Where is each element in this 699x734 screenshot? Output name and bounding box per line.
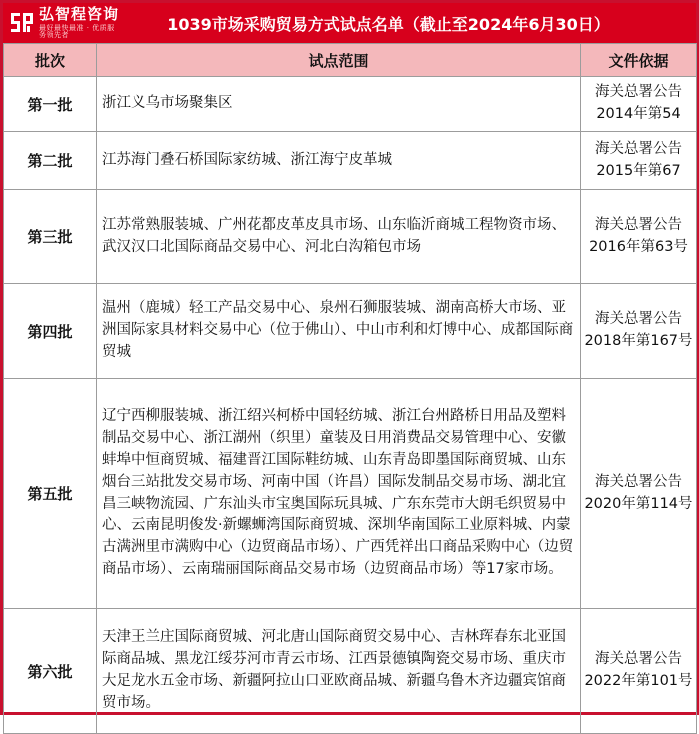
brand-logo — [3, 3, 121, 43]
batch-cell: 第四批 — [4, 284, 97, 379]
brand-text — [39, 7, 121, 39]
document-cell: 海关总署公告2016年第63号 — [581, 190, 697, 284]
table-row — [4, 190, 697, 284]
batch-cell: 第六批 — [4, 609, 97, 734]
document-cell: 海关总署公告2014年第54 — [581, 77, 697, 132]
scope-cell: 天津王兰庄国际商贸城、河北唐山国际商贸交易中心、吉林珲春东北亚国际商品城、黑龙江绥芬河市青云市场、江西景德镇陶瓷交易市场、重庆市大足龙水五金市场、新疆阿拉山口亚欧商品城、新疆乌鲁木齐边疆宾馆商贸市场。 — [97, 609, 581, 734]
scope-cell: 江苏海门叠石桥国际家纺城、浙江海宁皮革城 — [97, 132, 581, 190]
batch-cell: 第五批 — [4, 379, 97, 609]
scope-cell: 江苏常熟服装城、广州花都皮革皮具市场、山东临沂商城工程物资市场、武汉汉口北国际商品交易中心、河北白沟箱包市场 — [97, 190, 581, 284]
document-cell: 海关总署公告2020年第114号 — [581, 379, 697, 609]
column-header-document: 文件依据 — [581, 44, 697, 77]
table-row — [4, 284, 697, 379]
pilot-list-table — [3, 43, 697, 734]
brand-logo-icon — [9, 9, 35, 37]
document-cell: 海关总署公告2015年第67 — [581, 132, 697, 190]
brand-name: 弘智程咨询 — [39, 5, 120, 23]
table-row — [4, 77, 697, 132]
scope-cell: 辽宁西柳服装城、浙江绍兴柯桥中国轻纺城、浙江台州路桥日用品及塑料制品交易中心、浙江湖州（织里）童装及日用消费品交易管理中心、安徽蚌埠中恒商贸城、福建晋江国际鞋纺城、山东青岛即墨国际商贸城、山东烟台三站批发交易市场、河南中国（许昌）国际发制品交易市场、湖北宜昌三峡物流园、广东汕头市宝奥国际玩具城、广东东莞市大朗毛织贸易中心、云南昆明俊发·新螺蛳湾国际商贸城、深圳华南国际工业原料城、内蒙古满洲里市满购中心（边贸商品市场）、广西凭祥出口商品采购中心（边贸商品市场）、云南瑞丽国际商品交易市场（边贸商品市场）等17家市场。 — [97, 379, 581, 609]
table-header-row — [4, 44, 697, 77]
page-title: 1039市场采购贸易方式试点名单（截止至2024年6月30日） — [167, 14, 610, 34]
batch-cell: 第二批 — [4, 132, 97, 190]
title-bar — [3, 3, 696, 43]
column-header-scope: 试点范围 — [97, 44, 581, 77]
table-row — [4, 132, 697, 190]
document-cell: 海关总署公告2022年第101号 — [581, 609, 697, 734]
table-row — [4, 379, 697, 609]
scope-cell: 温州（鹿城）轻工产品交易中心、泉州石狮服装城、湖南高桥大市场、亚洲国际家具材料交易中心（位于佛山）、中山市利和灯博中心、成都国际商贸城 — [97, 284, 581, 379]
batch-cell: 第一批 — [4, 77, 97, 132]
brand-tagline: 最好最快最准 · 优质服务领先者 — [39, 24, 115, 39]
document-cell: 海关总署公告2018年第167号 — [581, 284, 697, 379]
column-header-batch: 批次 — [4, 44, 97, 77]
scope-cell: 浙江义乌市场聚集区 — [97, 77, 581, 132]
batch-cell: 第三批 — [4, 190, 97, 284]
